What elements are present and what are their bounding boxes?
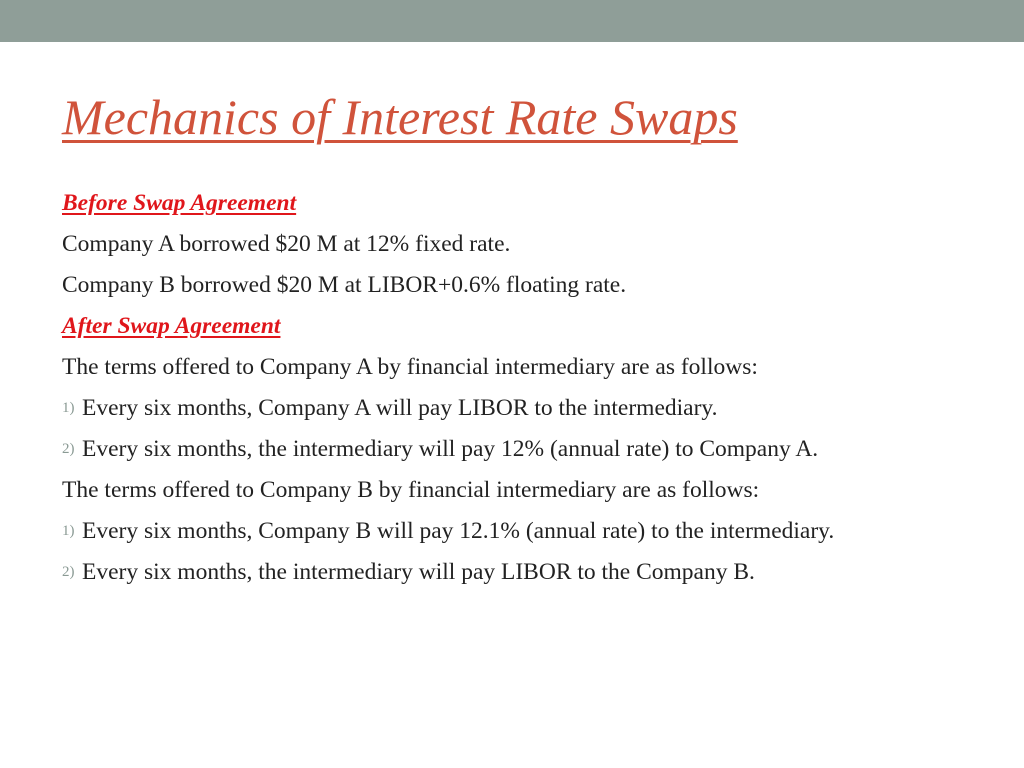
item-number: 2) (62, 564, 75, 580)
company-b-term-item (62, 555, 952, 589)
item-text: Every six months, the intermediary will pay 12% (annual rate) to Company A. (82, 436, 819, 462)
before-line-company-a: Company A borrowed $20 M at 12% fixed rate. (62, 231, 511, 257)
slide-body (62, 186, 952, 596)
before-heading-line (62, 186, 952, 220)
top-accent-bar (0, 0, 1024, 42)
company-a-term-item (62, 432, 952, 466)
item-number: 1) (62, 400, 75, 416)
company-a-terms-intro: The terms offered to Company A by financial intermediary are as follows: (62, 354, 758, 380)
item-number: 1) (62, 523, 75, 539)
after-heading-line (62, 309, 952, 343)
before-line-company-b: Company B borrowed $20 M at LIBOR+0.6% floating rate. (62, 272, 627, 298)
item-number: 2) (62, 441, 75, 457)
item-text: Every six months, the intermediary will pay LIBOR to the Company B. (82, 559, 755, 585)
company-b-term-item (62, 514, 952, 548)
item-text: Every six months, Company A will pay LIBOR to the intermediary. (82, 395, 718, 421)
slide-title: Mechanics of Interest Rate Swaps (62, 89, 738, 145)
company-b-terms-intro: The terms offered to Company B by financial intermediary are as follows: (62, 477, 760, 503)
company-a-term-item (62, 391, 952, 425)
item-text: Every six months, Company B will pay 12.1% (annual rate) to the intermediary. (82, 518, 835, 544)
before-swap-heading: Before Swap Agreement (62, 190, 297, 216)
after-swap-heading: After Swap Agreement (62, 313, 281, 339)
